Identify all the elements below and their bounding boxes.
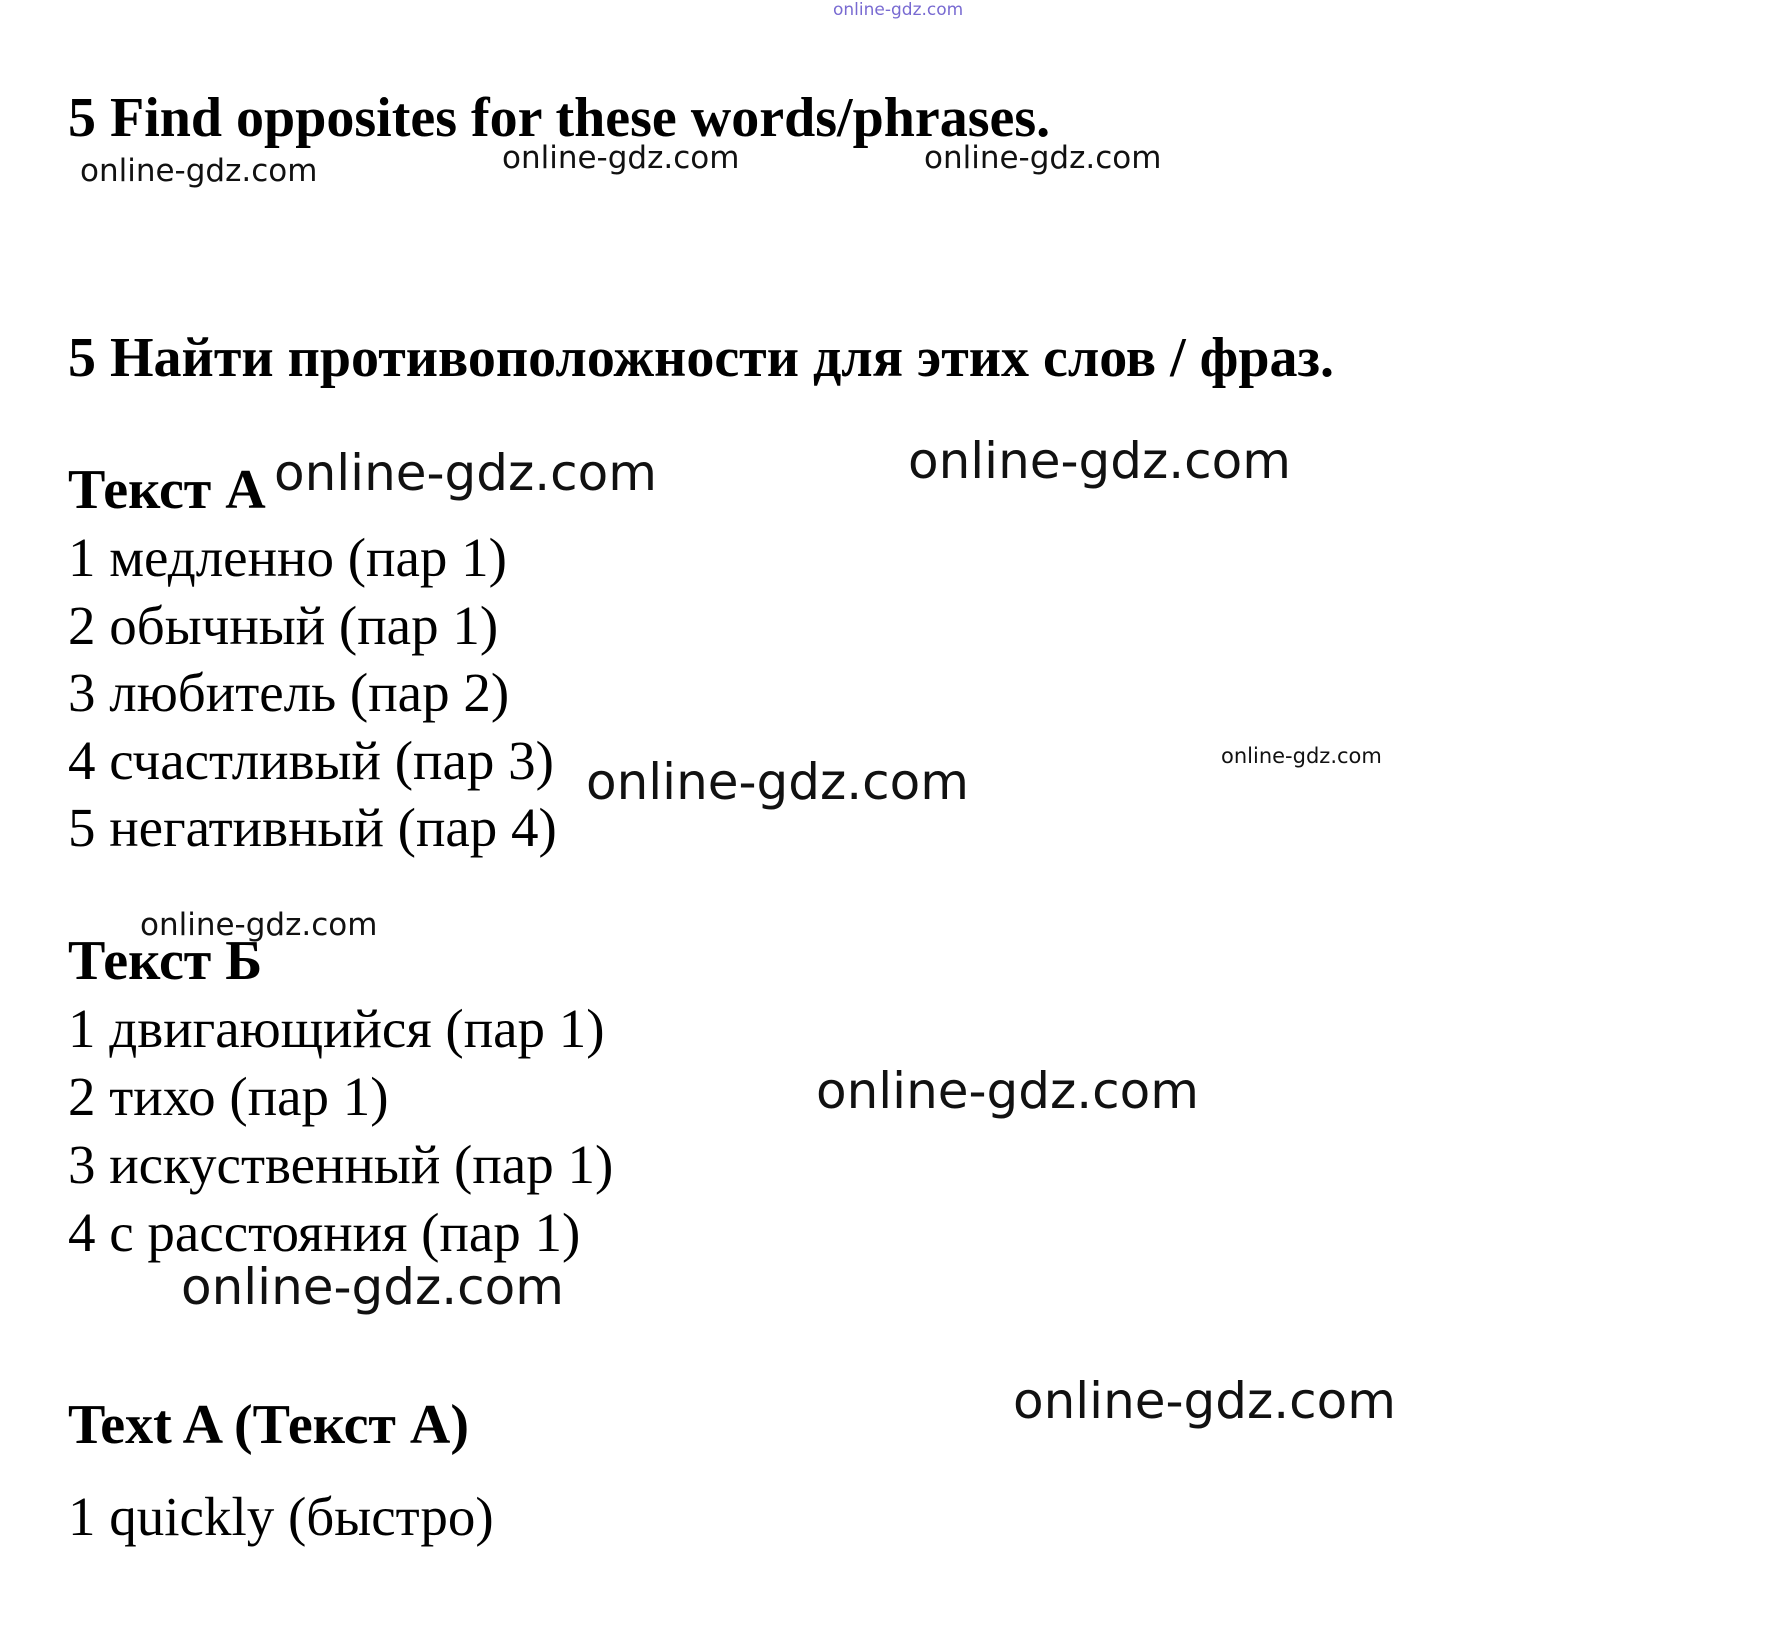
watermark: online-gdz.com (924, 140, 1162, 176)
watermark-top: online-gdz.com (833, 0, 964, 20)
list-item: 2 тихо (пар 1) (68, 1066, 389, 1127)
watermark: online-gdz.com (1221, 744, 1382, 768)
list-item: 3 любитель (пар 2) (68, 662, 510, 723)
watermark: online-gdz.com (586, 753, 969, 811)
list-item: 3 искуственный (пар 1) (68, 1134, 614, 1195)
watermark: online-gdz.com (502, 140, 740, 176)
list-item: 1 медленно (пар 1) (68, 527, 507, 588)
watermark: online-gdz.com (908, 432, 1291, 490)
task-title-ru: 5 Найти противоположности для этих слов / фраз. (68, 327, 1335, 389)
section-heading-text-a: Текст А (68, 459, 266, 521)
task-title-en: 5 Find opposites for these words/phrases. (68, 87, 1051, 149)
section-heading-answers: Text A (Текст А) (68, 1394, 470, 1456)
watermark: online-gdz.com (80, 153, 318, 189)
watermark: online-gdz.com (274, 444, 657, 502)
list-item: 5 негативный (пар 4) (68, 797, 557, 858)
list-item: 1 двигающийся (пар 1) (68, 998, 605, 1059)
watermark: online-gdz.com (816, 1062, 1199, 1120)
list-item: 4 счастливый (пар 3) (68, 730, 554, 791)
list-item: 4 с расстояния (пар 1) (68, 1202, 581, 1263)
answer-item: 1 quickly (быстро) (68, 1486, 494, 1547)
watermark: online-gdz.com (181, 1258, 564, 1316)
list-item: 2 обычный (пар 1) (68, 595, 499, 656)
section-heading-text-b: Текст Б (68, 930, 263, 992)
watermark: online-gdz.com (140, 907, 378, 943)
watermark: online-gdz.com (1013, 1372, 1396, 1430)
